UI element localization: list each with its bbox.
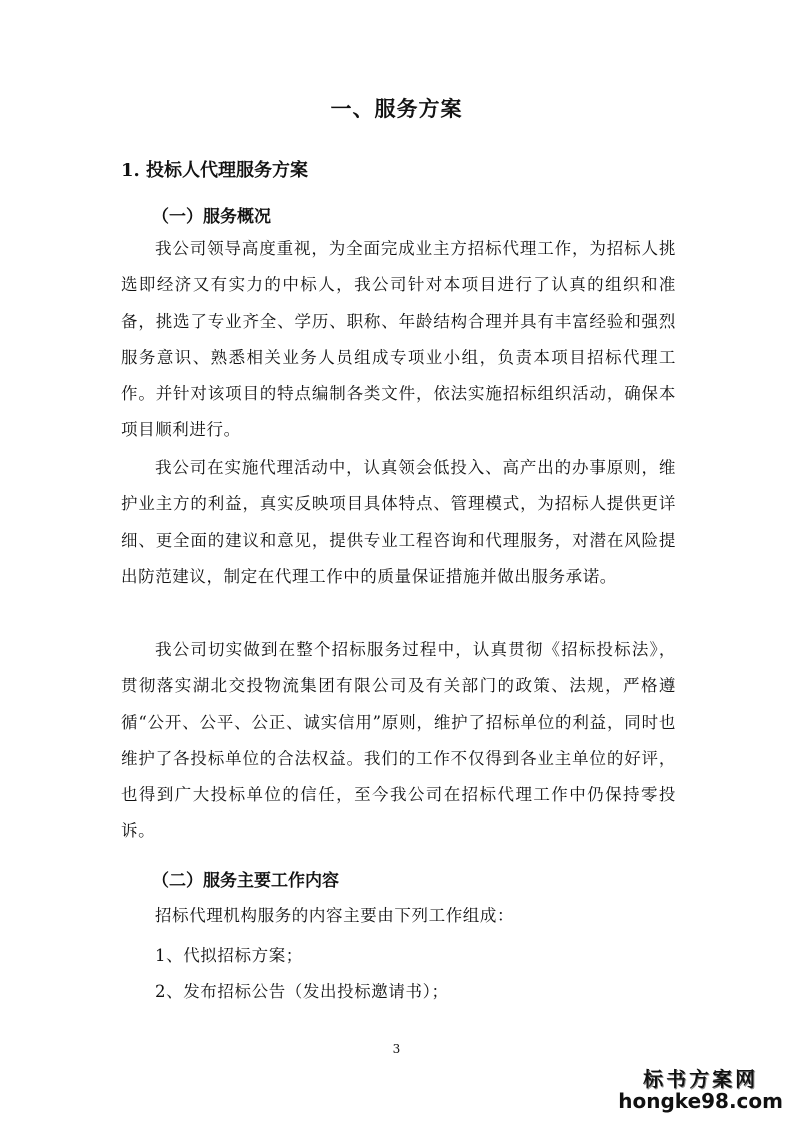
watermark-site-name: 标书方案网 (643, 1067, 759, 1091)
work-content-intro: 招标代理机构服务的内容主要由下列工作组成： (155, 906, 515, 925)
paragraph-overview-2: 我公司在实施代理活动中，认真领会低投入、高产出的办事原则，维护业主方的利益，真实反映项目具体特点、管理模式，为招标人提供更详细、更全面的建议和意见，提供专业工程咨询和代理服务，对潜在风险提出防范建议，制定在代理工作中的质量保证措施并做出服务承诺。 (121, 458, 676, 586)
section-heading: 1. 投标人代理服务方案 (121, 160, 309, 181)
watermark-logo (618, 1068, 783, 1112)
work-item-1: 1、代拟招标方案； (155, 946, 303, 965)
paragraph-overview-3: 我公司切实做到在整个招标服务过程中，认真贯彻《招标投标法》，贯彻落实湖北交投物流集团有限公司及有关部门的政策、法规，严格遵循“公开、公平、公正、诚实信用”原则，维护了招标单位的利益，同时也维护了各投标单位的合法权益。我们的工作不仅得到各业主单位的好评，也得到广大投标单位的信任，至今我公司在招标代理工作中仍保持零投诉。 (121, 640, 676, 841)
paragraph-overview-1: 我公司领导高度重视，为全面完成业主方招标代理工作，为招标人挑选即经济又有实力的中标人，我公司针对本项目进行了认真的组织和准备，挑选了专业齐全、学历、职称、年龄结构合理并具有丰富经验和强烈服务意识、熟悉相关业务人员组成专项业小组，负责本项目招标代理工作。并针对该项目的特点编制各类文件，依法实施招标组织活动，确保本项目顺利进行。 (121, 239, 676, 440)
subsection-heading-work-content: （二）服务主要工作内容 (152, 871, 339, 891)
watermark-url: hongke98.com (618, 1089, 783, 1113)
page-number: 3 (392, 1042, 401, 1056)
work-item-2: 2、发布招标公告（发出投标邀请书）； (155, 982, 449, 1001)
page-title: 一、服务方案 (330, 96, 463, 121)
subsection-heading-overview: （一）服务概况 (152, 207, 271, 227)
